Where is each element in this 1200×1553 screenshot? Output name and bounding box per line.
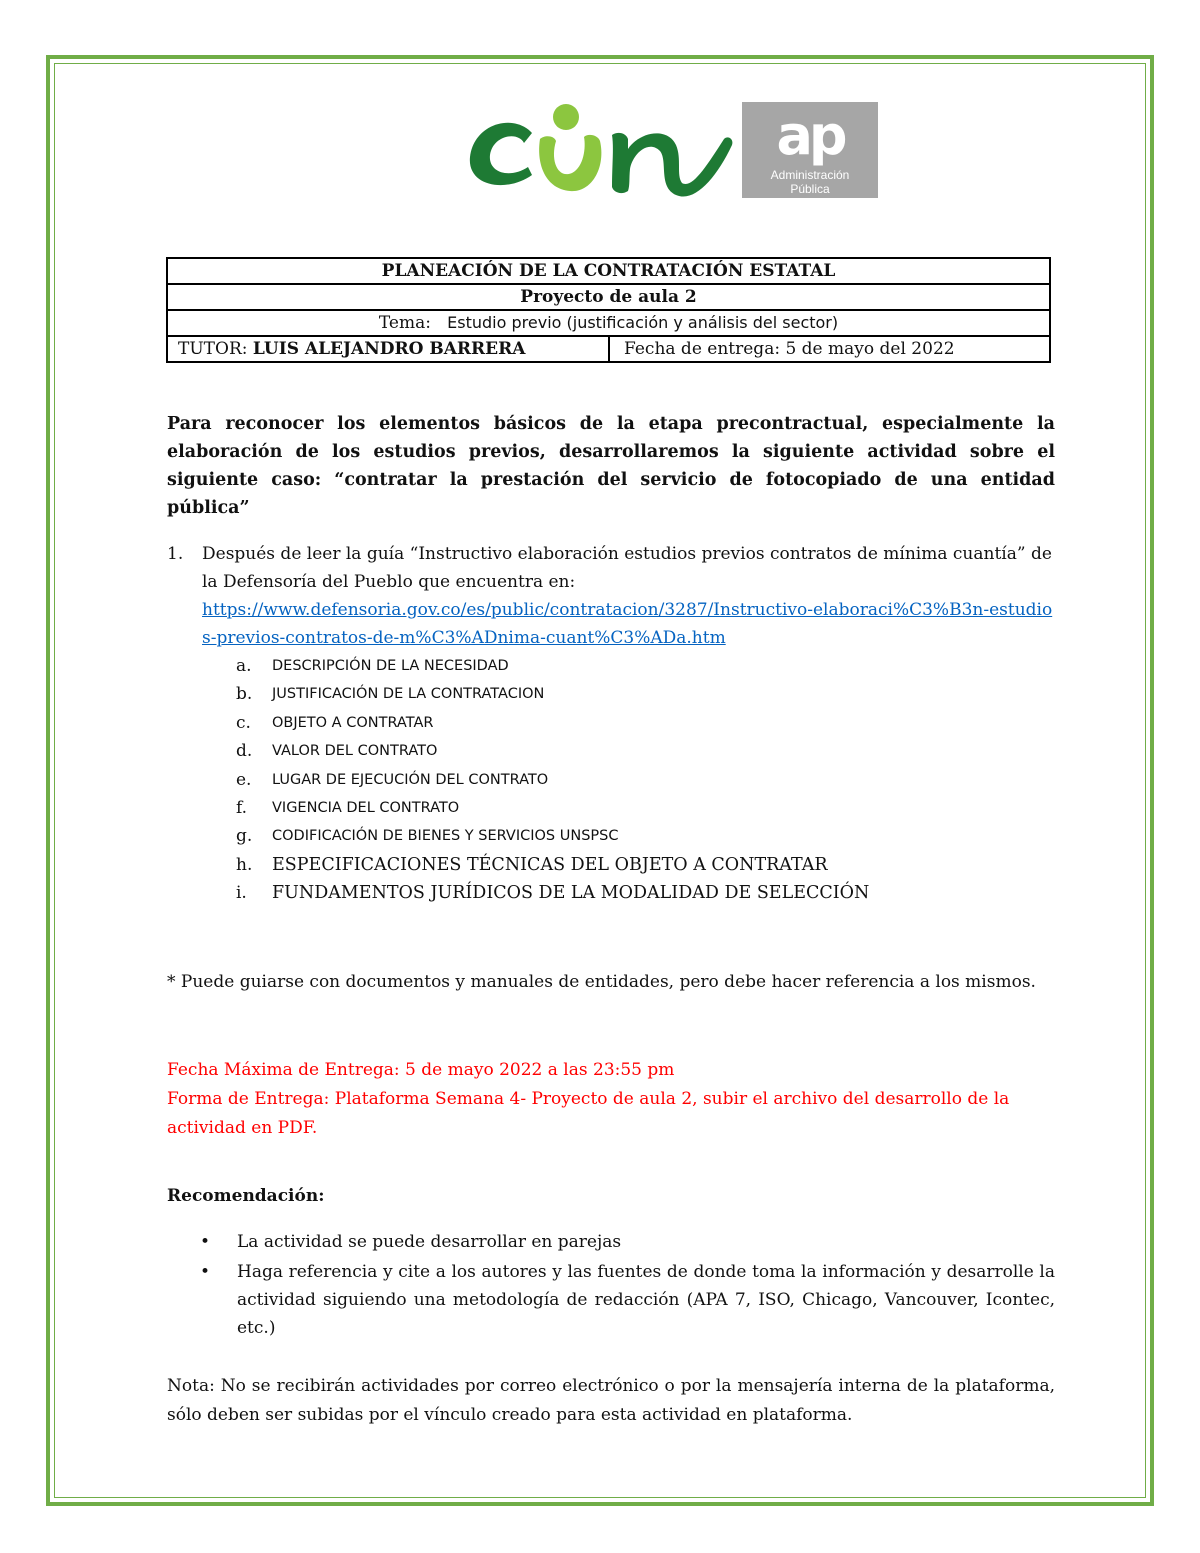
sub-text: VALOR DEL CONTRATO xyxy=(272,743,438,760)
recommendation-list xyxy=(167,1228,1055,1344)
sub-letter: d. xyxy=(236,741,253,762)
sub-list xyxy=(167,652,1055,908)
list-item xyxy=(167,652,1055,680)
list-item xyxy=(167,766,1055,794)
sub-letter: g. xyxy=(236,826,253,847)
list-item xyxy=(167,879,1055,907)
tutor-cell xyxy=(167,336,609,362)
list-item xyxy=(167,737,1055,765)
doc-title: PLANEACIÓN DE LA CONTRATACIÓN ESTATAL xyxy=(167,258,1050,284)
topic-label: Tema: xyxy=(378,313,431,333)
sub-text: OBJETO A CONTRATAR xyxy=(272,714,434,731)
list-item xyxy=(167,822,1055,850)
list-item xyxy=(167,1228,1055,1256)
delivery-method: Forma de Entrega: Plataforma Semana 4- Proyecto de aula 2, subir el archivo del desarrollo de la actividad en PDF. xyxy=(167,1089,1010,1138)
project-title: Proyecto de aula 2 xyxy=(167,284,1050,310)
list-item xyxy=(167,709,1055,737)
sub-text: FUNDAMENTOS JURÍDICOS DE LA MODALIDAD DE SELECCIÓN xyxy=(272,883,870,904)
sub-letter: c. xyxy=(236,712,251,733)
sub-text: DESCRIPCIÓN DE LA NECESIDAD xyxy=(272,658,509,674)
cun-logo xyxy=(462,95,737,205)
sub-letter: a. xyxy=(236,656,252,676)
bullet-text: La actividad se puede desarrollar en parejas xyxy=(237,1232,622,1252)
list-item xyxy=(167,794,1055,822)
logo-area xyxy=(462,95,882,205)
tutor-label: TUTOR: xyxy=(178,339,248,359)
ap-logo-mark: ap xyxy=(776,104,844,167)
sub-text: VIGENCIA DEL CONTRATO xyxy=(272,799,460,816)
sub-letter: e. xyxy=(236,769,252,790)
list-item-1 xyxy=(167,540,1055,908)
sub-letter: f. xyxy=(236,797,248,818)
ap-logo xyxy=(742,102,878,198)
tutor-name: LUIS ALEJANDRO BARRERA xyxy=(252,339,526,359)
bullet-icon: • xyxy=(200,1262,211,1282)
sub-letter: h. xyxy=(236,854,253,875)
list-item xyxy=(167,680,1055,708)
sub-text: ESPECIFICACIONES TÉCNICAS DEL OBJETO A CONTRATAR xyxy=(272,854,828,875)
list-item xyxy=(167,851,1055,879)
ap-logo-line1: Administración xyxy=(770,168,850,182)
sub-text: JUSTIFICACIÓN DE LA CONTRATACION xyxy=(272,686,545,703)
item1-text: Después de leer la guía “Instructivo elaboración estudios previos contratos de mínima cuantía” de la Defensoría del Pueblo que encuentra en: xyxy=(202,544,1052,592)
intro-paragraph: Para reconocer los elementos básicos de la etapa precontractual, especialmente la elaboración de los estudios previos, desarrollaremos la siguiente actividad sobre el siguiente caso: “contratar la prestación del servicio de fotocopiado de una entidad pública” xyxy=(167,414,1055,518)
final-note: Nota: No se recibirán actividades por correo electrónico o por la mensajería interna de la plataforma, sólo deben ser subidas por el vínculo creado para esta actividad en plataforma. xyxy=(167,1376,1055,1425)
list-item xyxy=(167,1258,1055,1342)
due-date: Fecha de entrega: 5 de mayo del 2022 xyxy=(609,336,1050,362)
topic-row xyxy=(167,310,1050,336)
sub-text: LUGAR DE EJECUCIÓN DEL CONTRATO xyxy=(272,771,549,788)
bullet-icon: • xyxy=(200,1232,211,1252)
list-number: 1. xyxy=(167,544,184,564)
ap-logo-line2: Pública xyxy=(790,182,830,196)
topic-value: Estudio previo (justificación y análisis del sector) xyxy=(447,313,839,332)
sub-letter: b. xyxy=(236,684,253,705)
max-delivery-date: Fecha Máxima de Entrega: 5 de mayo 2022 a las 23:55 pm xyxy=(167,1060,675,1080)
sub-letter: i. xyxy=(236,883,247,904)
header-table xyxy=(166,257,1051,363)
defensoria-link[interactable]: https://www.defensoria.gov.co/es/public/contratacion/3287/Instructivo-elaboraci%C3%B3n-estudios-previos-contratos-de-m%C3%ADnima-cuant%C3%ADa.htm xyxy=(202,600,1053,648)
reference-note: * Puede guiarse con documentos y manuales de entidades, pero debe hacer referencia a los mismos. xyxy=(167,972,1036,992)
sub-text: CODIFICACIÓN DE BIENES Y SERVICIOS UNSPSC xyxy=(272,828,619,845)
recommendation-title: Recomendación: xyxy=(167,1186,325,1206)
bullet-text: Haga referencia y cite a los autores y las fuentes de donde toma la información y desarrolle la actividad siguiendo una metodología de redacción (APA 7, ISO, Chicago, Vancouver, Icontec, etc.) xyxy=(237,1262,1055,1338)
